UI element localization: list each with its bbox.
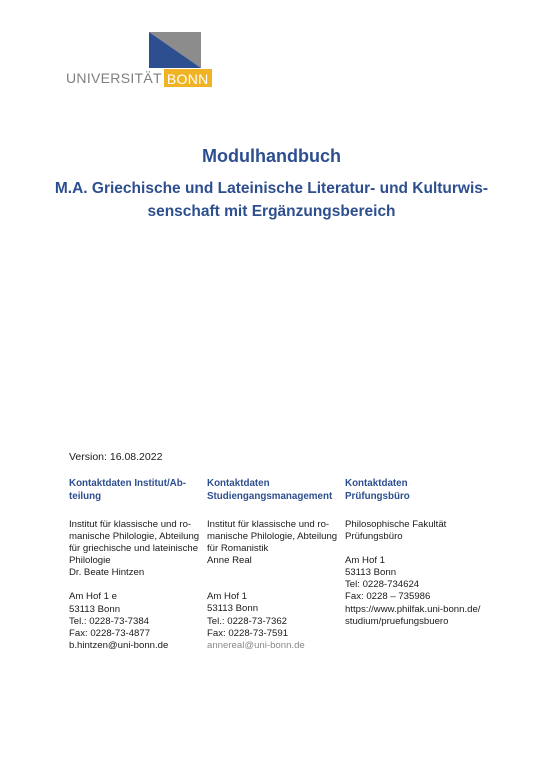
contact-fax: Fax: 0228-73-4877 — [69, 627, 151, 639]
contact-body-line: Prüfungsbüro — [345, 531, 403, 543]
contact-email[interactable]: b.hintzen@uni-bonn.de — [69, 639, 169, 651]
contact-phone: Tel.: 0228-73-7384 — [69, 615, 150, 627]
contact-street: Am Hof 1 e — [69, 591, 117, 603]
version-date: Version: 16.08.2022 — [69, 451, 163, 463]
contact-city: 53113 Bonn — [345, 567, 397, 579]
contact-body-line: für griechische und lateinische — [69, 543, 199, 555]
document-title: Modulhandbuch — [202, 146, 341, 166]
contact-phone: Tel: 0228-734624 — [345, 579, 420, 591]
contact-city: 53113 Bonn — [207, 603, 259, 615]
contact-phone: Tel.: 0228-73-7362 — [207, 615, 288, 627]
contact-street: Am Hof 1 — [345, 555, 385, 567]
contact-heading-line: Prüfungsbüro — [345, 491, 410, 502]
contact-heading-line: Kontaktdaten Institut/Ab- — [69, 478, 187, 489]
contact-fax: Fax: 0228 – 735986 — [345, 591, 431, 603]
contact-body-line: Institut für klassische und ro- — [69, 519, 192, 530]
university-logo — [66, 32, 209, 88]
contact-person: Anne Real — [207, 555, 252, 567]
logo-mark-icon — [149, 32, 201, 68]
contact-heading-line: Studiengangsmanagement — [207, 491, 333, 502]
contact-column-program-management — [207, 477, 337, 652]
contact-street: Am Hof 1 — [207, 591, 247, 603]
contact-heading-line: Kontaktdaten — [345, 478, 408, 489]
document-subtitle — [50, 177, 493, 223]
contact-website-link[interactable]: https://www.philfak.uni-bonn.de/ — [345, 603, 481, 615]
subtitle-line-2: senschaft mit Ergänzungsbereich — [147, 203, 396, 220]
contact-body-line: Philosophische Fakultät — [345, 519, 447, 530]
contact-fax: Fax: 0228-73-7591 — [207, 627, 289, 639]
contact-body-line: Philologie — [69, 555, 111, 567]
contact-body-line: Institut für klassische und ro- — [207, 519, 330, 530]
contact-heading — [345, 477, 495, 507]
contact-column-institute — [69, 477, 199, 652]
logo-wordmark — [66, 69, 212, 87]
contact-heading — [69, 477, 199, 507]
contact-heading — [207, 477, 337, 507]
logo-bonn: BONN — [164, 69, 212, 87]
contact-heading-line: Kontaktdaten — [207, 478, 270, 489]
contact-body-line: manische Philologie, Abteilung — [207, 531, 338, 543]
subtitle-line-1: M.A. Griechische und Lateinische Literatur- und Kulturwis- — [54, 180, 489, 197]
contact-city: 53113 Bonn — [69, 603, 121, 615]
contact-email[interactable]: annereal@uni-bonn.de — [207, 639, 305, 651]
contact-body-line: für Romanistik — [207, 543, 269, 555]
contact-heading-line: teilung — [69, 491, 102, 502]
logo-word: UNIVERSITÄT — [66, 70, 162, 86]
contact-column-exam-office — [345, 477, 495, 628]
contact-body-line: manische Philologie, Abteilung — [69, 531, 200, 543]
contact-website-link[interactable]: studium/pruefungsbuero — [345, 615, 449, 627]
contact-person: Dr. Beate Hintzen — [69, 567, 145, 579]
